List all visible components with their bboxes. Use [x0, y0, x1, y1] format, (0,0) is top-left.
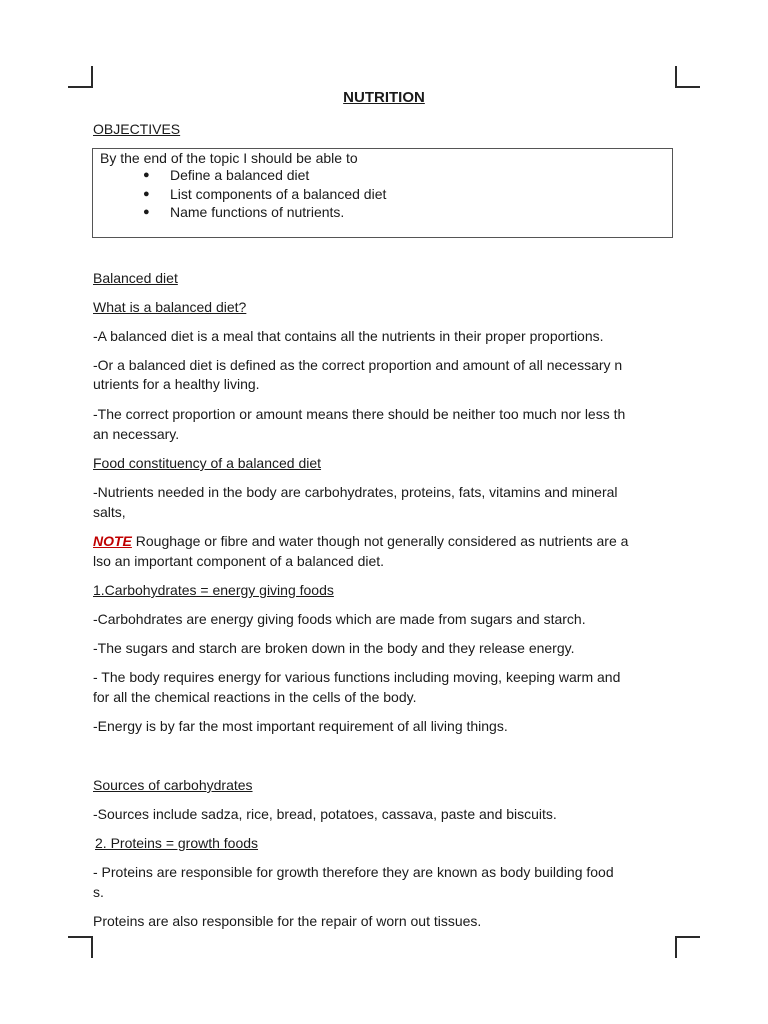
constituency-heading: Food constituency of a balanced diet: [93, 455, 322, 471]
carbohydrates-heading: 1.Carbohydrates = energy giving foods: [93, 582, 334, 598]
nutrients-line1: -Nutrients needed in the body are carbohydrates, proteins, fats, vitamins and mineral: [93, 484, 618, 500]
objective-item: [121, 185, 386, 204]
definition-3-line1: -The correct proportion or amount means there should be neither too much nor less th: [93, 406, 626, 422]
carbs-text-4: -Energy is by far the most important requirement of all living things.: [93, 718, 508, 734]
nutrients-line2: salts,: [93, 504, 126, 520]
crop-mark-top-left: [68, 86, 93, 88]
proteins-text-2: Proteins are also responsible for the repair of worn out tissues.: [93, 913, 482, 929]
objective-item: [121, 203, 386, 222]
note-text: Roughage or fibre and water though not generally considered as nutrients are a: [131, 533, 629, 549]
objective-text: Define a balanced diet: [170, 167, 310, 183]
crop-mark-top-right: [675, 66, 677, 88]
bullet-icon: ●: [143, 187, 150, 200]
crop-mark-top-left: [91, 66, 93, 88]
bullet-icon: ●: [143, 169, 150, 181]
proteins-heading: 2. Proteins = growth foods: [95, 835, 259, 851]
objective-item: [121, 166, 386, 185]
crop-mark-bottom-left: [68, 936, 93, 938]
bullet-icon: ●: [143, 206, 150, 218]
what-is-heading: What is a balanced diet?: [93, 299, 247, 315]
carbs-text-3-line2: for all the chemical reactions in the cells of the body.: [93, 689, 417, 705]
proteins-heading-row: [93, 833, 679, 853]
objectives-list: [121, 166, 386, 222]
definition-2-line1: -Or a balanced diet is defined as the correct proportion and amount of all necessary n: [93, 357, 623, 373]
objective-text: List components of a balanced diet: [170, 185, 387, 202]
objectives-box: [92, 148, 673, 238]
definition-3-line2: an necessary.: [93, 426, 180, 442]
note-line2: lso an important component of a balanced diet.: [93, 553, 385, 569]
carbs-text-2: -The sugars and starch are broken down in the body and they release energy.: [93, 640, 575, 656]
crop-mark-bottom-right: [675, 936, 700, 938]
crop-mark-bottom-left: [91, 936, 93, 958]
crop-mark-bottom-right: [675, 936, 677, 958]
sources-heading: Sources of carbohydrates: [93, 777, 253, 793]
objective-text: Name functions of nutrients.: [170, 204, 345, 220]
carbs-text-3-line1: - The body requires energy for various functions including moving, keeping warm and: [93, 669, 621, 685]
objectives-heading: OBJECTIVES: [93, 121, 181, 137]
objectives-lead: By the end of the topic I should be able to: [100, 150, 358, 166]
note-line1: [93, 531, 679, 551]
crop-mark-top-right: [675, 86, 700, 88]
page-title: NUTRITION: [343, 89, 425, 106]
carbs-text-1: -Carbohdrates are energy giving foods which are made from sugars and starch.: [93, 611, 586, 627]
definition-2-line2: utrients for a healthy living.: [93, 376, 260, 392]
proteins-text-1-line1: - Proteins are responsible for growth therefore they are known as body building food: [93, 864, 614, 880]
sources-text: -Sources include sadza, rice, bread, potatoes, cassava, paste and biscuits.: [93, 806, 557, 822]
note-label: NOTE: [93, 533, 132, 549]
balanced-diet-heading: Balanced diet: [93, 270, 178, 286]
proteins-text-1-line2: s.: [93, 884, 104, 900]
definition-1: -A balanced diet is a meal that contains all the nutrients in their proper proportions.: [93, 328, 604, 344]
